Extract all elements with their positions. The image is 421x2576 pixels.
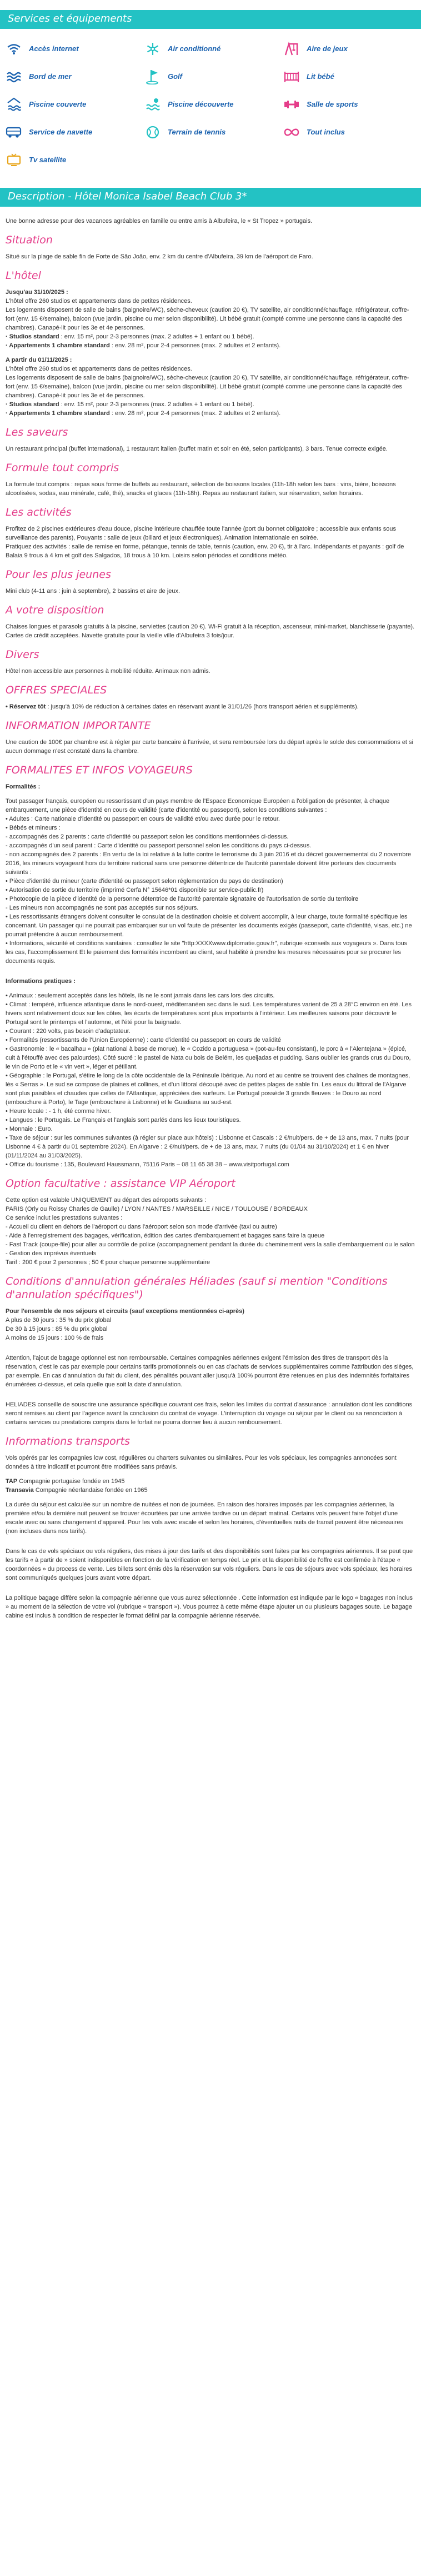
- disposition-text: Chaises longues et parasols gratuits à la piscine, serviettes (caution 20 €). Wi-Fi gratuit à la réception, ascenseur, mini-market, blanchisserie (payante). Cartes de crédit acceptées. Navette gratuite pour la vieille ville d'Albufeira 3 fois/jour.: [6, 623, 415, 639]
- infos-pratiques-line: • Heure locale : - 1 h, été comme hiver.: [6, 1108, 111, 1115]
- infos-pratiques-line: • Monnaie : Euro.: [6, 1126, 53, 1132]
- option-vip-line: Tarif : 200 € pour 2 personnes ; 50 € pour chaque personne supplémentaire: [6, 1259, 210, 1266]
- shuttle-icon: [6, 124, 22, 141]
- hotel-period-2: A partir du 01/11/2025 :: [6, 357, 72, 363]
- all-inclusive-icon: [283, 124, 300, 141]
- activites-text: Pratiquez des activités : salle de remise en forme, pétanque, tennis de table, tennis (caution, env. 20 €), tir à l'arc. Indépendants et payants : golf de Balaia 9 trous à 4 km et golf des Salgados, 18 trous à 10 km. Loisirs selon périodes et conditions météo.: [6, 543, 404, 559]
- conditions-line: A plus de 30 jours : 35 % du prix global: [6, 1317, 112, 1324]
- conditions-text: HELIADES conseille de souscrire une assurance spécifique couvrant ces frais, selon les limites du contrat d'assurance : annulation dont les conditions seront remises au client par l'agence avant la conclusion du contrat de voyage. L'interruption du voyage ou séjour par le client ou sa renonciation à certains services ou prestations compris dans le forfait ne pourra donner lieu à aucun remboursement.: [6, 1401, 413, 1426]
- indoor-pool-icon: [6, 96, 22, 113]
- page: [0, 10, 421, 1620]
- transports-text: Vols opérés par les compagnies low cost, régulières ou charters suivantes ou similaires. Pour les vols spéciaux, les compagnies annoncées sont données à titre indicatif et pourront être modifiées sans préavis.: [6, 1455, 397, 1470]
- airlines-list: [6, 1477, 415, 1495]
- crib-icon: [283, 68, 300, 85]
- section-title-activites: Les activités: [6, 506, 72, 518]
- amenity-label: Lit bébé: [307, 72, 334, 81]
- section-title-jeunes: Pour les plus jeunes: [6, 568, 111, 581]
- playground-icon: [283, 41, 300, 57]
- hotel-period-1: Jusqu'au 31/10/2025 :: [6, 289, 68, 296]
- section-title-offres: OFFRES SPECIALES: [6, 684, 107, 696]
- activites-block: [6, 525, 415, 560]
- infos-pratiques-subtitle: Informations pratiques :: [6, 978, 76, 985]
- option-vip-line: - Accueil du client en dehors de l'aéroport ou dans l'aéroport selon son mode d'arrivée (taxi ou autre): [6, 1224, 277, 1230]
- section-title-option-vip: Option facultative : assistance VIP Aéroport: [6, 1177, 235, 1190]
- hotel-text: L'hôtel offre 260 studios et appartements dans de petites résidences.: [6, 298, 192, 304]
- hotel-block-2: [6, 356, 415, 418]
- infos-pratiques-line: • Langues : le Portugais. Le Français et l'anglais sont parlés dans les lieux touristiques.: [6, 1117, 241, 1124]
- waves-icon: [6, 68, 22, 85]
- amenity-label: Terrain de tennis: [168, 128, 226, 136]
- infos-pratiques-list: [6, 991, 415, 1169]
- amenity-item: [283, 120, 421, 144]
- hotel-room-type: · Appartements 1 chambre standard: [6, 342, 110, 349]
- amenity-item: [283, 37, 421, 61]
- transports-text: La politique bagage diffère selon la compagnie aérienne que vous aurez sélectionnée . Cette information est indiquée par le logo « bagages non inclus » au moment de la sélection de votre vol (rubrique « transport »). Vous pourrez à cette même étape ajouter un ou plusieurs bagages soute. Le bagage cabine est inclus à condition de respecter le format défini par la compagnie aérienne réservée.: [6, 1595, 413, 1619]
- formalites-line: • Les ressortissants étrangers doivent consulter le consulat de la destination choisie et doivent accomplir, à leur charge, toute formalité spécifique les concernant. Un passager qui ne pourrait pas embarquer sur un vol faute de présenter les documents exigés (passeport, carte d'identité, visas, etc.) ne pourrait prétendre à aucun remboursement.: [6, 913, 412, 938]
- hotel-room-desc: : env. 15 m², pour 2-3 personnes (max. 2 adultes + 1 enfant ou 1 bébé).: [59, 333, 254, 340]
- formalites-line: - accompagnés d'un seul parent : Carte d'identité ou passeport personnel selon les conditions du pays ci-dessus.: [6, 842, 312, 849]
- airline-desc: Compagnie portugaise fondée en 1945: [17, 1478, 125, 1485]
- wifi-icon: [6, 41, 22, 57]
- amenity-label: Piscine couverte: [29, 100, 87, 108]
- hotel-text: L'hôtel offre 260 studios et appartements dans de petites résidences.: [6, 366, 192, 372]
- section-title-disposition: A votre disposition: [6, 604, 104, 616]
- formalites-line: - non accompagnés des 2 parents : En vertu de la loi relative à la lutte contre le terrorisme du 3 juin 2016 et du décret gouvernemental du 2 novembre 2016, les mineurs voyageant hors du territoire national sans une personne détentrice de l'autorité parentale doivent être porteurs des documents suivants :: [6, 851, 412, 876]
- amenities-grid: [0, 29, 421, 178]
- formalites-line: • Bébés et mineurs :: [6, 825, 61, 831]
- formule-text: La formule tout compris : repas sous forme de buffets au restaurant, sélection de boissons locales (11h-18h selon les bars : vins, bière, boissons alcoolisées, sodas, eau minérale, café, thé), snacks et glaces (11h-18h). Repas au restaurant italien, sur réservation, selon horaires.: [6, 481, 396, 497]
- formalites-line: - Les mineurs non accompagnés ne sont pas acceptés sur nos séjours.: [6, 905, 199, 911]
- amenity-label: Service de navette: [29, 128, 93, 136]
- formalites-list: [6, 797, 415, 966]
- description-content: [0, 207, 421, 1620]
- formalites-line: • Autorisation de sortie du territoire (imprimé Cerfa N° 15646*01 disponible sur service-public.fr): [6, 887, 264, 893]
- infos-pratiques-line: • Taxe de séjour : sur les communes suivantes (à régler sur place aux hôtels) : Lisbonne et Cascais : 2 €/nuit/pers. de + de 13 ans, max. 7 nuits (pour Lisbonne 4 € à partir du 01 septembre 2024). En Algarve : 2 €/nuit/pers. de + de 13 ans, max. 7 nuits (du 01/04 au 31/10/2024) et 1 € en hiver (01/11/2024 au 31/03/2025).: [6, 1135, 409, 1159]
- situation-text: Situé sur la plage de sable fin de Forte de São João, env. 2 km du centre d'Albufeira, 39 km de l'aéroport de Faro.: [6, 253, 313, 260]
- info-importante-text: Une caution de 100€ par chambre est à régler par carte bancaire à l'arrivée, et sera remboursée lors du départ après le solde des consommations et si aucun dommage n'est constaté dans la chambre.: [6, 739, 413, 755]
- tv-icon: [6, 152, 22, 168]
- hotel-room-desc: : env. 15 m², pour 2-3 personnes (max. 2 adultes + 1 enfant ou 1 bébé).: [59, 401, 254, 408]
- conditions-text: Attention, l'ajout de bagage optionnel est non remboursable. Certaines compagnies aériennes exigent l'émission des titres de transport dès la réservation, c'est le cas par exemple pour certains tarifs promotionnels ou en cas d'achats de services supplémentaires comme l'attribution des sièges, par exemple. En cas d'annulation du fait du client, des pénalités pouvant aller jusqu'à 100% pourront être retenues en plus des indemnités forfaitaires énumérées ci-dessus, et cela quelle que soit la date d'annulation.: [6, 1355, 414, 1388]
- dumbbell-icon: [283, 96, 300, 113]
- hotel-block-1: [6, 288, 415, 350]
- tennis-icon: [144, 124, 161, 141]
- section-title-info-importante: INFORMATION IMPORTANTE: [6, 720, 151, 732]
- outdoor-pool-icon: [144, 96, 161, 113]
- hotel-text: Les logements disposent de salle de bains (baignoire/WC), sèche-cheveux (caution 20 €), TV satellite, air conditionné/chauffage, réfrigérateur, coffre-fort (env. 15 €/semaine), balcon (vue jardin, piscine ou mer selon disponibilité). Lit bébé gratuit (compté comme une personne dans la capacité des chambres). Canapé-lit pour les 3e et 4e personnes.: [6, 375, 409, 399]
- formalites-line: • Photocopie de la pièce d'identité de la personne détentrice de l'autorité parentale signataire de l'autorisation de sortie du territoire: [6, 896, 359, 902]
- divers-text: Hôtel non accessible aux personnes à mobilité réduite. Animaux non admis.: [6, 668, 210, 675]
- conditions-list: [6, 1316, 415, 1342]
- infos-pratiques-line: • Courant : 220 volts, pas besoin d'adaptateur.: [6, 1028, 131, 1035]
- section-title-situation: Situation: [6, 234, 53, 246]
- section-title-transports: Informations transports: [6, 1435, 130, 1447]
- description-header: Description - Hôtel Monica Isabel Beach Club 3*: [0, 188, 421, 207]
- option-vip-list: [6, 1196, 415, 1267]
- option-vip-line: PARIS (Orly ou Roissy Charles de Gaulle) / LYON / NANTES / MARSEILLE / NICE / TOULOUSE / BORDEAUX: [6, 1206, 308, 1212]
- saveurs-text: Un restaurant principal (buffet international), 1 restaurant italien (buffet matin et soir en été, selon participants), 3 bars. Tenue correcte exigée.: [6, 446, 388, 452]
- infos-pratiques-line: • Office du tourisme : 135, Boulevard Haussmann, 75116 Paris – 08 11 65 38 38 – www.visitportugal.com: [6, 1161, 289, 1168]
- infos-pratiques-line: • Animaux : seulement acceptés dans les hôtels, ils ne le sont jamais dans les cars lors des circuits.: [6, 992, 275, 999]
- conditions-line: De 30 à 15 jours : 85 % du prix global: [6, 1326, 108, 1332]
- section-title-hotel: L'hôtel: [6, 269, 41, 282]
- amenity-label: Golf: [168, 72, 182, 81]
- hotel-room-type: · Studios standard: [6, 333, 59, 340]
- amenity-item: [144, 64, 283, 89]
- conditions-line: A moins de 15 jours : 100 % de frais: [6, 1335, 104, 1341]
- hotel-room-type: · Studios standard: [6, 401, 59, 408]
- amenity-label: Salle de sports: [307, 100, 358, 108]
- amenity-item: [6, 148, 144, 172]
- infos-pratiques-line: • Géographie : le Portugal, s'étire le long de la côte occidentale de la Péninsule Ibérique. Au nord et au centre se trouvent des chaînes de montagnes, lès « Serras ». Le sud se compose de plaines et collines, et d'un littoral découpé avec de petites plages de sable fin. Les eaux du littoral de l'Algarve sont plus paisibles et chaudes que celles de l'Atlantique, appréciées des surfeurs. Le Portugal possède 3 grands fleuves : le Douro au nord (embouchure à Porto), le Tage (embouchure à Lisbonne) et le Guadiana au sud-est.: [6, 1072, 410, 1106]
- hotel-text: Les logements disposent de salle de bains (baignoire/WC), sèche-cheveux (caution 20 €), TV satellite, air conditionné/chauffage, réfrigérateur, coffre-fort (env. 15 €/semaine), balcon (vue jardin, piscine ou mer selon disponibilité). Lit bébé gratuit (compté comme une personne dans la capacité des chambres). Canapé-lit pour les 3e et 4e personnes.: [6, 307, 409, 331]
- jeunes-text: Mini club (4-11 ans : juin à septembre), 2 bassins et aire de jeux.: [6, 588, 181, 595]
- snowflake-icon: [144, 41, 161, 57]
- hotel-room-type: · Appartements 1 chambre standard: [6, 410, 110, 417]
- amenity-label: Air conditionné: [168, 44, 221, 53]
- formalites-subtitle: Formalités :: [6, 783, 41, 790]
- amenity-item: [283, 92, 421, 117]
- infos-pratiques-line: • Formalités (ressortissants de l'Union Européenne) : carte d'identité ou passeport en cours de validité: [6, 1037, 281, 1044]
- amenity-item: [6, 120, 144, 144]
- amenity-item: [144, 37, 283, 61]
- amenity-label: Aire de jeux: [307, 44, 348, 53]
- section-title-divers: Divers: [6, 648, 39, 661]
- section-title-conditions: Conditions d'annulation générales Héliades (sauf si mention "Conditions d'annulation spécifiques"): [6, 1275, 388, 1301]
- amenity-item: [144, 120, 283, 144]
- amenity-label: Piscine découverte: [168, 100, 234, 108]
- formalites-line: • Informations, sécurité et conditions sanitaires : consultez le site "http:XXXXwww.diplomatie.gouv.fr", rubrique «conseils aux voyageurs ». Dans tous les cas, l'accomplissement Et le paiement des formalités incombent au client, seul habilité à prendre les mesures nécessaires pour se procurer les documents requis.: [6, 940, 408, 965]
- activites-text: Profitez de 2 piscines extérieures d'eau douce, piscine intérieure chauffée toute l'année (port du bonnet obligatoire ; accessible aux enfants sous surveillance des parents), Pouyants : salle de jeux (billard et jeux électroniques). Animation internationale en soirée.: [6, 526, 396, 541]
- amenity-label: Accès internet: [29, 44, 79, 53]
- amenity-item: [6, 92, 144, 117]
- section-title-formule: Formule tout compris: [6, 462, 119, 474]
- formalites-line: • Pièce d'identité du mineur (carte d'identité ou passeport selon réglementation du pays de destination): [6, 878, 283, 885]
- section-title-formalites: FORMALITES ET INFOS VOYAGEURS: [6, 764, 193, 776]
- airline-name: Transavia: [6, 1487, 34, 1494]
- amenity-label: Tv satellite: [29, 156, 67, 164]
- offres-lead: • Réservez tôt: [6, 703, 46, 710]
- amenity-item: [283, 64, 421, 89]
- amenity-item: [6, 37, 144, 61]
- option-vip-line: Cette option est valable UNIQUEMENT au départ des aéroports suivants :: [6, 1197, 207, 1204]
- option-vip-line: - Gestion des imprévus éventuels: [6, 1250, 97, 1257]
- offres-text: [6, 702, 415, 711]
- amenity-label: Bord de mer: [29, 72, 72, 81]
- infos-pratiques-line: • Gastronomie : le « bacalhau » (plat national à base de morue), le « Cozido a portuguesa » (pot-au-feu consistant), le porc à « l'Alentejana » (épicé, cuit à l'étouffé avec des palourdes). Côté sucré : le pastel de Nata ou bois de Belém, les queijadas et pudding. Sans oublier les grands crus du Douro, le vin de Porto et le « vin vert », léger et pétillant.: [6, 1046, 411, 1070]
- conditions-subtitle: Pour l'ensemble de nos séjours et circuits (sauf exceptions mentionnées ci-après): [6, 1308, 244, 1315]
- offres-desc: : jusqu'à 10% de réduction à certaines dates en réservant avant le 31/01/26 (hors transport aérien et suppléments).: [46, 703, 359, 710]
- golf-icon: [144, 68, 161, 85]
- formalites-line: • Adultes : Carte nationale d'identité ou passeport en cours de validité et/ou avec durée pour le retour.: [6, 816, 280, 822]
- intro-text: Une bonne adresse pour des vacances agréables en famille ou entre amis à Albufeira, le « St Tropez » portugais.: [6, 218, 313, 224]
- amenity-label: Tout inclus: [307, 128, 345, 136]
- infos-pratiques-line: • Climat : tempéré, influence atlantique dans le nord-ouest, méditerranéen sec dans le sud. Les températures varient de 25 à 28°C environ en été. Les hivers sont relativement doux sur les côtes, les écarts de températures sont plus importants à l'intérieur. Les meilleures saisons pour découvrir le Portugal sont le printemps et l'automne, et l'été pour la baignade.: [6, 1001, 412, 1026]
- option-vip-line: - Fast Track (coupe-file) pour aller au contrôle de police (accompagnement pendant la durée du cheminement vers la salle d'embarquement ou le salon: [6, 1241, 415, 1248]
- hotel-room-desc: : env. 28 m², pour 2-4 personnes (max. 2 adultes et 2 enfants).: [109, 410, 281, 417]
- amenity-item: [6, 64, 144, 89]
- airline-name: TAP: [6, 1478, 18, 1485]
- amenity-item: [144, 92, 283, 117]
- transports-text: Dans le cas de vols spéciaux ou vols réguliers, des mises à jour des tarifs et des disponibilités sont faites par les compagnies aériennes. Il se peut que les tarifs « à partir de » soient indisponibles en fonction de la vérification en temps réel. Le prix et la disponibilité de l'offre est confirmée à l'étape « coordonnées » du process de vente. Les billets sont émis dès la réservation sur vols réguliers. Dans le cas de séjours avec vols spéciaux, les horaires sont communiqués quelques jours avant votre départ.: [6, 1548, 413, 1581]
- formalites-line: - accompagnés des 2 parents : carte d'identité ou passeport selon les conditions mentionnées ci-dessus.: [6, 833, 289, 840]
- option-vip-line: Ce service inclut les prestations suivantes :: [6, 1215, 123, 1221]
- section-title-saveurs: Les saveurs: [6, 426, 68, 438]
- option-vip-line: - Aide à l'enregistrement des bagages, vérification, édition des cartes d'embarquement et bagages sans faire la queue: [6, 1232, 325, 1239]
- transports-text: La durée du séjour est calculée sur un nombre de nuitées et non de journées. En raison des horaires imposés par les compagnies aériennes, la première et/ou la dernière nuit peuvent se trouver écourtées par une arrivée tardive ou un départ matinal. Certains vols peuvent faire l'objet d'une escale avec ou sans changement d'appareil. Pour les vols avec escale et selon les horaires, d'éventuelles nuits de transit peuvent être nécessaires (non incluses dans nos tarifs).: [6, 1501, 403, 1535]
- formalites-line: Tout passager français, européen ou ressortissant d'un pays membre de l'Espace Economique Européen a l'obligation de présenter, à chaque embarquement, une pièce d'identité en cours de validité (carte d'identité ou passeport), selon les conditions suivantes :: [6, 798, 390, 813]
- amenities-header: Services et équipements: [0, 10, 421, 29]
- hotel-room-desc: : env. 28 m², pour 2-4 personnes (max. 2 adultes et 2 enfants).: [109, 342, 281, 349]
- airline-desc: Compagnie néerlandaise fondée en 1965: [33, 1487, 148, 1494]
